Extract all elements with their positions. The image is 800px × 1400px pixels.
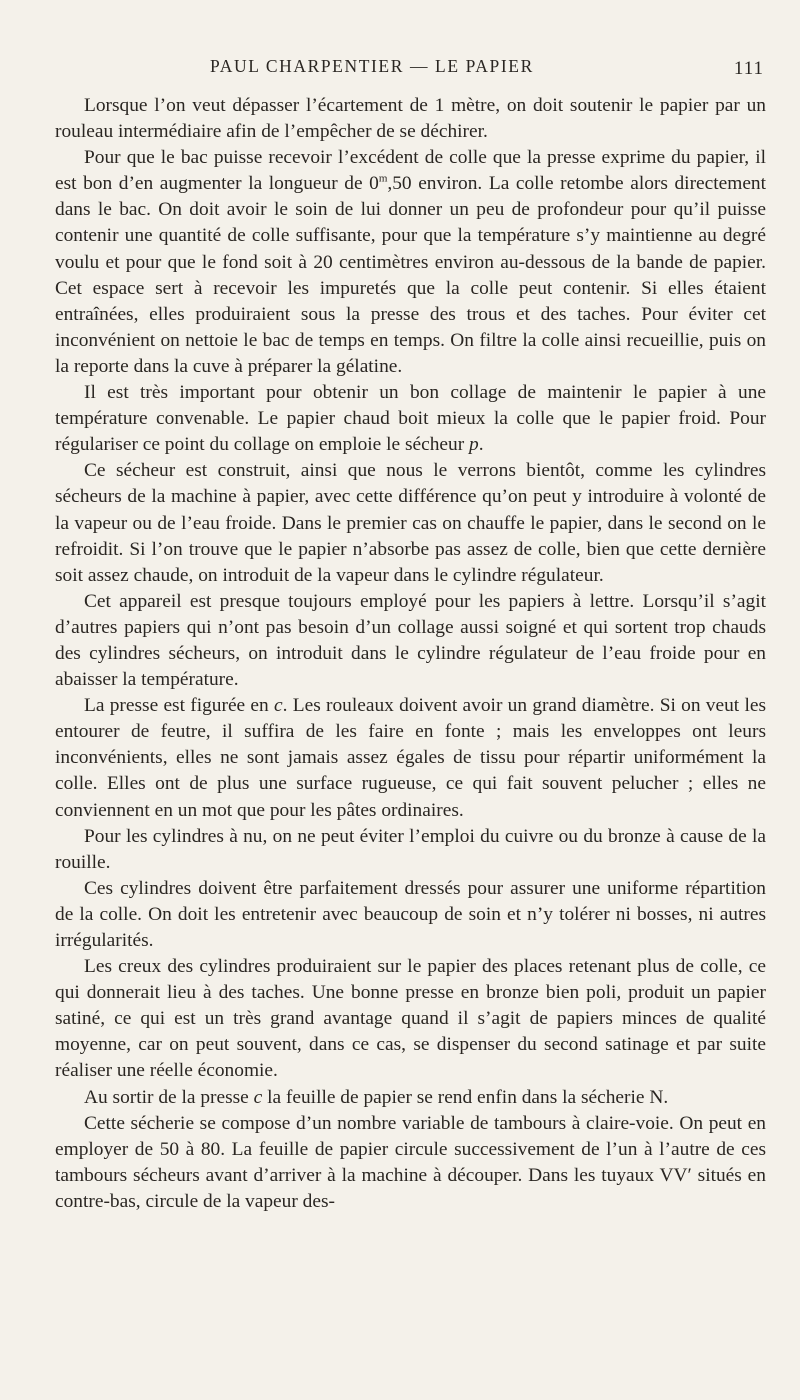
- paragraph: Ce sécheur est construit, ainsi que nous le verrons bientôt, comme les cylindres sécheurs de la machine à papier, avec cette différence qu’on peut y introduire à volonté de la vapeur ou de l’eau froide. Dans le premier cas on chauffe le papier, dans le second on le refroidit. Si l’on trouve que le papier n’absorbe pas assez de colle, bien que cette dernière soit assez chaude, on introduit de la vapeur dans le cylindre régulateur.: [55, 460, 766, 586]
- paragraph-text: Au sortir de la presse: [84, 1086, 254, 1108]
- paragraph-text: ,50 environ. La colle retombe alors directement dans le bac. On doit avoir le soin de lui donner un peu de profondeur pour qu’il puisse contenir une quantité de colle suffisante, pour que la température s’y maintienne au degré voulu et pour que le fond soit à 20 centimètres environ au-dessous de la bande de papier. Cet espace sert à recevoir les impuretés que la colle peut contenir. Si elles étaient entraînées, elles produiraient sous la presse des trous et des taches. Pour éviter cet inconvénient on nettoie le bac de temps en temps. On filtre la colle ainsi recueillie, puis on la reporte dans la cuve à préparer la gélatine.: [55, 173, 767, 377]
- paragraph: Ces cylindres doivent être parfaitement dressés pour assurer une uniforme répartition de la colle. On doit les entretenir avec beaucoup de soin et n’y tolérer ni bosses, ni autres irrégularités.: [55, 877, 766, 951]
- body-text: [55, 93, 766, 1215]
- figure-reference: p: [469, 434, 479, 456]
- paragraph: [55, 693, 766, 823]
- unit-superscript: m: [378, 172, 388, 185]
- paragraph: Les creux des cylindres produiraient sur le papier des places retenant plus de colle, ce qui donnerait lieu à des taches. Une bonne presse en bronze bien poli, produit un papier satiné, ce qui est un très grand avantage quand il s’agit de papiers minces de qualité moyenne, car on peut souvent, dans ce cas, se dispenser du second satinage et par suite réaliser une réelle économie.: [55, 956, 766, 1082]
- running-title: PAUL CHARPENTIER — LE PAPIER: [210, 56, 534, 76]
- paragraph: [55, 1085, 766, 1111]
- paragraph-text: Il est très important pour obtenir un bon collage de maintenir le papier à une température convenable. Le papier chaud boit mieux la colle que le papier froid. Pour régulariser ce point du collage on emploie le sécheur: [55, 382, 766, 456]
- page-number: 111: [733, 58, 764, 79]
- paragraph: [55, 145, 766, 380]
- paragraph: [55, 380, 766, 458]
- paragraph-text: la feuille de papier se rend enfin dans la sécherie N.: [262, 1086, 669, 1108]
- paragraph-text: Pour que le bac puisse recevoir l’excédent de colle que la presse exprime du papier, il est bon d’en augmenter la longueur de 0: [55, 147, 766, 195]
- paragraph: Lorsque l’on veut dépasser l’écartement de 1 mètre, on doit soutenir le papier par un rouleau intermédiaire afin de l’empêcher de se déchirer.: [55, 95, 766, 143]
- paragraph: Cet appareil est presque toujours employé pour les papiers à lettre. Lorsqu’il s’agit d’autres papiers qui n’ont pas besoin d’un collage aussi soigné et qui sortent trop chauds des cylindres sécheurs, on introduit dans le cylindre régulateur de l’eau froide pour en abaisser la température.: [55, 590, 766, 691]
- paragraph-text: .: [478, 434, 484, 456]
- paragraph-text: La presse est figurée en: [84, 695, 275, 717]
- figure-reference: c: [274, 695, 283, 717]
- paragraph: Pour les cylindres à nu, on ne peut éviter l’emploi du cuivre ou du bronze à cause de la rouille.: [55, 825, 766, 873]
- running-head: [0, 56, 800, 86]
- figure-reference: c: [253, 1086, 263, 1108]
- paragraph: Cette sécherie se compose d’un nombre variable de tambours à claire-voie. On peut en employer de 50 à 80. La feuille de papier circule successivement de l’un à l’autre de ces tambours sécheurs avant d’arriver à la machine à découper. Dans les tuyaux VV′ situés en contre-bas, circule de la vapeur des-: [55, 1112, 766, 1212]
- paragraph-text: . Les rouleaux doivent avoir un grand diamètre. Si on veut les entourer de feutre, il suffira de les faire en fonte ; mais les enveloppes ont leurs inconvénients, elles ne sont jamais assez égales de tissu pour répartir uniformément la colle. Elles ont de plus une surface rugueuse, ce qui fait souvent pelucher ; elles ne conviennent en un mot que pour les pâtes ordinaires.: [55, 695, 766, 821]
